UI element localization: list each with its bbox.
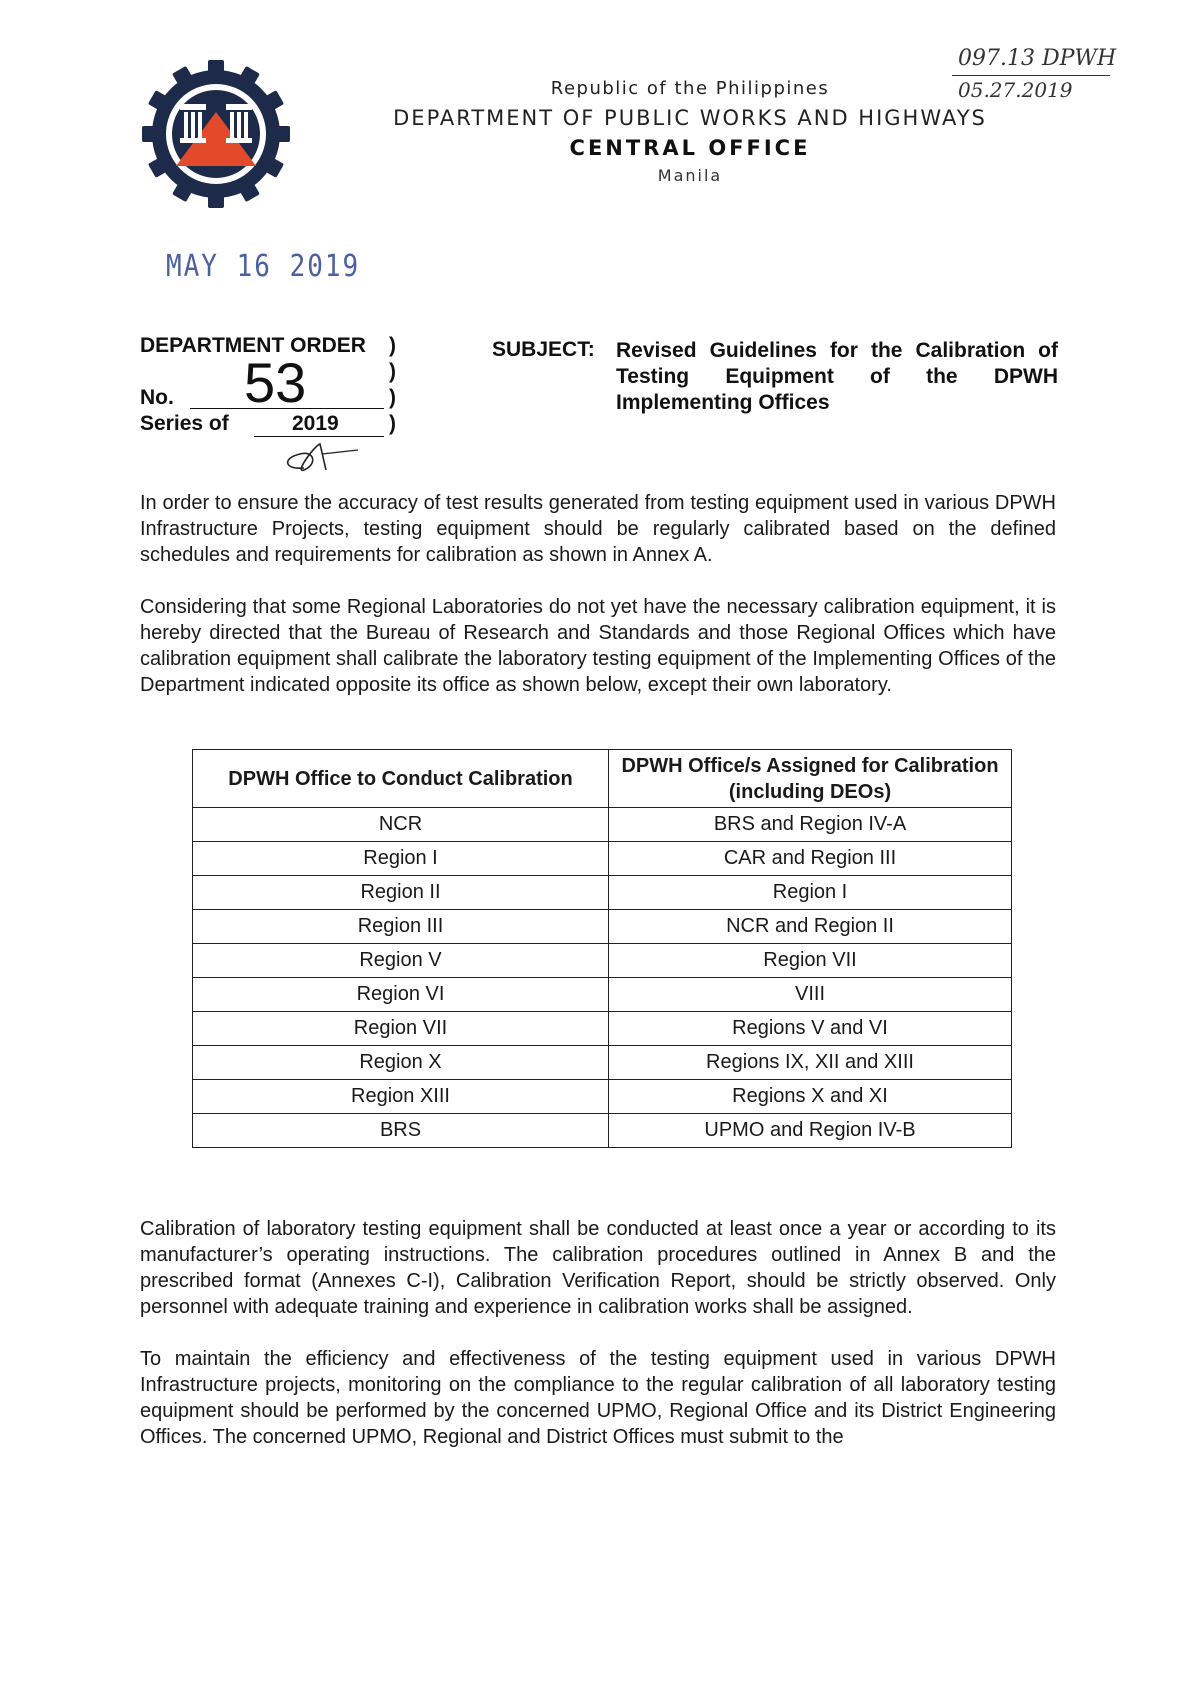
table-cell: BRS <box>193 1114 609 1148</box>
table-cell: NCR and Region II <box>609 910 1012 944</box>
paragraph-directive: Considering that some Regional Laboratories do not yet have the necessary calibration equipment, it is hereby directed that the Bureau of Research and Standards and those Regional Offices which have calibration equipment shall calibrate the laboratory testing equipment of the Implementing Offices of the Department indicated opposite its office as shown below, except their own laboratory. <box>140 596 1056 696</box>
order-paren: ) <box>389 386 396 409</box>
table-cell: Regions IX, XII and XIII <box>609 1046 1012 1080</box>
city-name: Manila <box>657 166 723 185</box>
series-value: 2019 <box>292 412 339 435</box>
table-cell: Region III <box>193 910 609 944</box>
table-row <box>193 1080 1012 1114</box>
series-label: Series of <box>140 412 229 435</box>
table-row <box>193 1114 1012 1148</box>
table-cell: Region II <box>193 876 609 910</box>
order-no-label: No. <box>140 386 174 409</box>
department-order-label: DEPARTMENT ORDER <box>140 334 366 357</box>
table-cell: BRS and Region IV-A <box>609 808 1012 842</box>
table-cell: Region X <box>193 1046 609 1080</box>
table-cell: Region XIII <box>193 1080 609 1114</box>
table-cell: VIII <box>609 978 1012 1012</box>
table-cell: Region V <box>193 944 609 978</box>
table-cell: Regions V and VI <box>609 1012 1012 1046</box>
order-no-underline <box>190 408 384 409</box>
stamp-date: MAY 16 2019 <box>166 249 361 285</box>
paragraph-frequency: Calibration of laboratory testing equipment shall be conducted at least once a year or according to its manufacturer’s operating instructions. The calibration procedures outlined in Annex B and the prescribed format (Annexes C-I), Calibration Verification Report, should be strictly observed. Only personnel with adequate training and experience in calibration works shall be assigned. <box>140 1218 1056 1318</box>
table-row <box>193 910 1012 944</box>
initials-signature-icon <box>274 440 394 476</box>
paragraph-purpose: In order to ensure the accuracy of test results generated from testing equipment used in various DPWH Infrastructure Projects, testing equipment should be regularly calibrated based on the defined schedules and requirements for calibration as shown in Annex A. <box>140 492 1056 566</box>
paragraph-monitoring: To maintain the efficiency and effectiveness of the testing equipment used in various DPWH Infrastructure projects, monitoring on the compliance to the regular calibration of all laboratory testing equipment should be performed by the concerned UPMO, Regional Office and its District Engineering Offices. The concerned UPMO, Regional and District Offices must submit to the <box>140 1348 1056 1448</box>
table-row <box>193 1046 1012 1080</box>
handwritten-underline <box>952 75 1110 76</box>
office-name: CENTRAL OFFICE <box>569 136 811 160</box>
table-cell: Region VI <box>193 978 609 1012</box>
order-paren: ) <box>389 412 396 435</box>
table-cell: Region I <box>609 876 1012 910</box>
dpwh-seal-icon <box>140 58 292 210</box>
republic-line: Republic of the Philippines <box>550 78 830 99</box>
handwritten-reference: 097.13 DPWH <box>958 46 1117 71</box>
table-cell: CAR and Region III <box>609 842 1012 876</box>
table-row <box>193 944 1012 978</box>
table-row <box>193 842 1012 876</box>
table-header-row <box>193 750 1012 808</box>
table-cell: Region I <box>193 842 609 876</box>
table-row <box>193 1012 1012 1046</box>
table-header-cell: DPWH Office to Conduct Calibration <box>193 750 609 808</box>
table-cell: Region VII <box>193 1012 609 1046</box>
handwritten-date: 05.27.2019 <box>958 78 1073 102</box>
table-header-cell: DPWH Office/s Assigned for Calibration (including DEOs) <box>609 750 1012 808</box>
subject-label: SUBJECT: <box>492 338 595 361</box>
department-name: DEPARTMENT OF PUBLIC WORKS AND HIGHWAYS <box>393 106 987 130</box>
order-paren: ) <box>389 360 396 383</box>
calibration-assignment-table <box>192 749 1012 1148</box>
table-cell: NCR <box>193 808 609 842</box>
table-row <box>193 876 1012 910</box>
table-row <box>193 808 1012 842</box>
order-paren: ) <box>389 334 396 357</box>
series-underline <box>254 436 384 437</box>
table-cell: Regions X and XI <box>609 1080 1012 1114</box>
table-row <box>193 978 1012 1012</box>
table-cell: Region VII <box>609 944 1012 978</box>
table-cell: UPMO and Region IV-B <box>609 1114 1012 1148</box>
order-number: 53 <box>244 351 307 414</box>
subject-text: Revised Guidelines for the Calibration of Testing Equipment of the DPWH Implementing Offices <box>616 339 1058 414</box>
